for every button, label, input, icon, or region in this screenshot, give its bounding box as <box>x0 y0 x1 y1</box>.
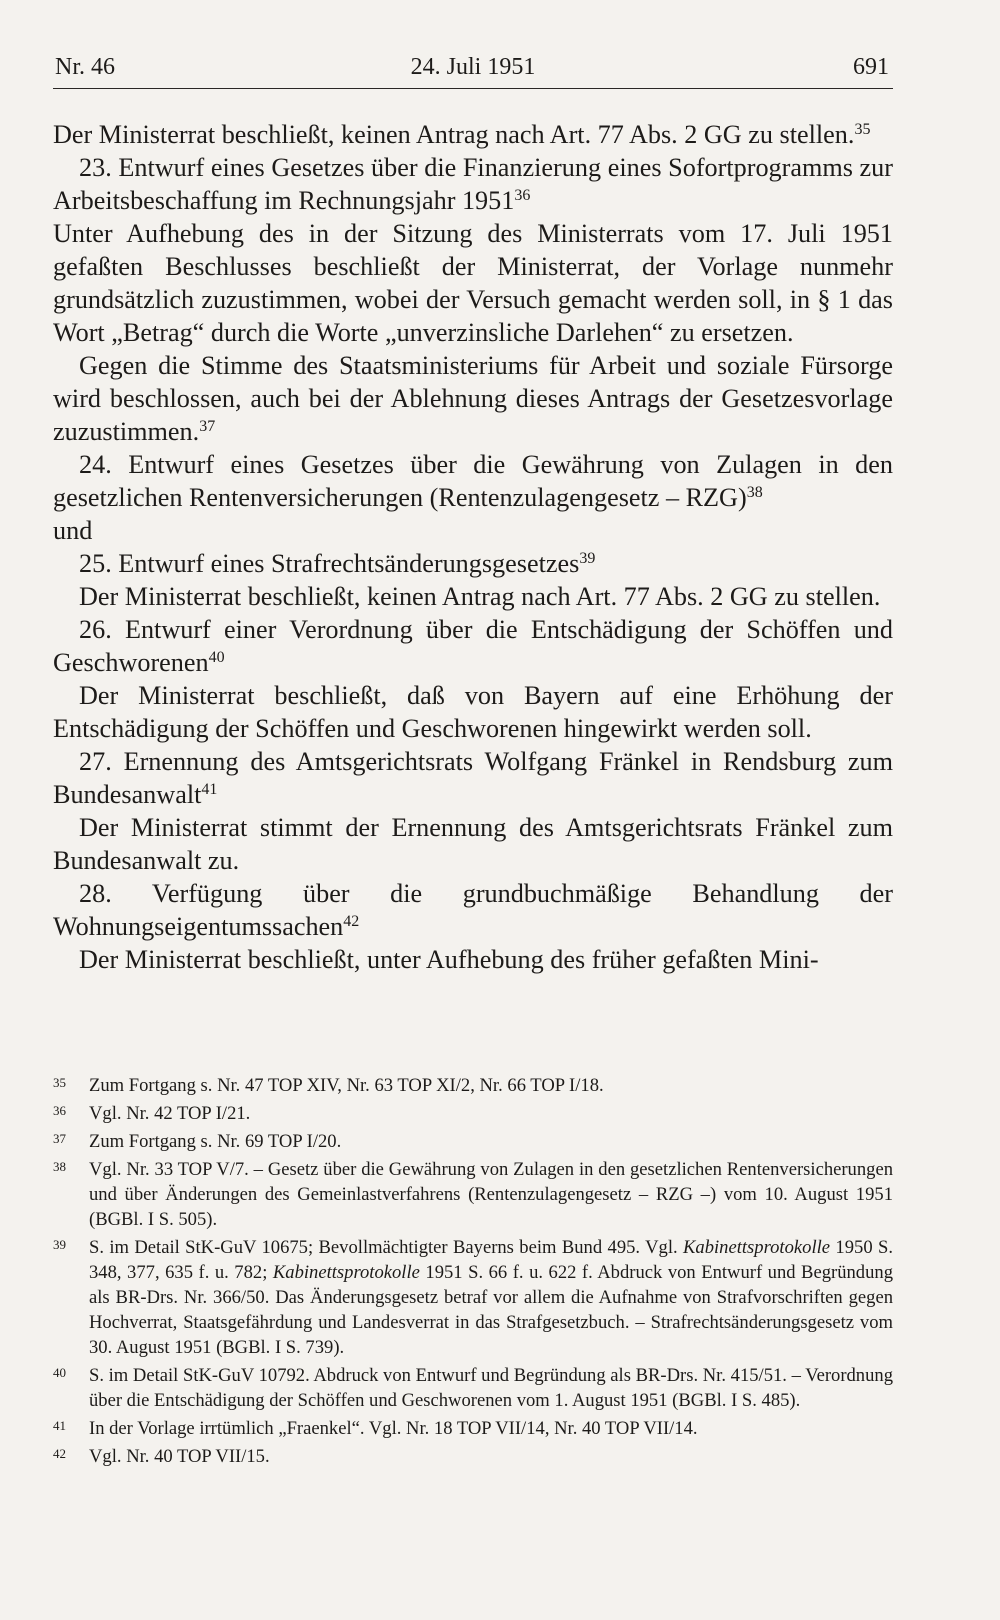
paragraph <box>53 349 893 448</box>
footnote <box>53 1363 893 1413</box>
paragraph-text: Der Ministerrat beschließt, keinen Antrag nach Art. 77 Abs. 2 GG zu stellen. <box>79 582 881 611</box>
footnote-number: 36 <box>53 1103 66 1118</box>
footnote-text-part: S. im Detail StK-GuV 10675; Bevollmächtigter Bayerns beim Bund 495. Vgl. <box>89 1237 684 1258</box>
footnote-ref[interactable]: 39 <box>579 550 596 567</box>
footnote-number: 40 <box>53 1365 66 1380</box>
footnote-text: Vgl. Nr. 40 TOP VII/15. <box>89 1446 270 1467</box>
footnote <box>53 1416 893 1441</box>
paragraph-text: Der Ministerrat beschließt, unter Aufhebung des früher gefaßten Mini- <box>79 945 819 974</box>
footnote-text-part: 1950 S. 348, 377, 635 f. u. 782; <box>89 1237 893 1283</box>
footnote-number: 35 <box>53 1075 66 1090</box>
footnote <box>53 1444 893 1469</box>
paragraph-text: Gegen die Stimme des Staatsministeriums für Arbeit und soziale Fürsorge wird beschlossen, auch bei der Ablehnung dieses Antrags der Gesetzesvorlage zuzustimmen. <box>53 351 893 446</box>
agenda-item-23 <box>53 151 893 217</box>
footnote-number: 38 <box>53 1159 66 1174</box>
footnote-text: Zum Fortgang s. Nr. 47 TOP XIV, Nr. 63 TOP XI/2, Nr. 66 TOP I/18. <box>89 1075 604 1096</box>
footnote-text: Vgl. Nr. 42 TOP I/21. <box>89 1103 251 1124</box>
footnote-ref[interactable]: 35 <box>854 121 871 138</box>
document-number: Nr. 46 <box>55 54 115 80</box>
paragraph <box>53 118 893 151</box>
paragraph <box>53 514 893 547</box>
paragraph <box>53 943 893 976</box>
paragraph-text: Der Ministerrat stimmt der Ernennung des Amtsgerichtsrats Fränkel zum Bundesanwalt zu. <box>53 813 893 875</box>
footnote-citation-title: Kabinettsprotokolle <box>272 1262 420 1283</box>
footnote-text-part: 1951 S. 66 f. u. 622 f. Abdruck von Entwurf und Begründung als BR-Drs. Nr. 366/50. Das Änderungsgesetz betraf vor allem die Aufnahme von Strafvorschriften gegen Hochverrat, Staatsgefährdung und Landesverrat in das Strafgesetzbuch. – Strafrechtsänderungsgesetz vom 30. August 1951 (BGBl. I S. 739). <box>89 1262 893 1358</box>
main-text <box>53 118 893 976</box>
footnote-text <box>89 1237 893 1358</box>
footnote-ref[interactable]: 36 <box>514 187 531 204</box>
footnote-citation-title: Kabinettsprotokolle <box>683 1237 831 1258</box>
paragraph-text: Der Ministerrat beschließt, keinen Antrag nach Art. 77 Abs. 2 GG zu stellen. <box>53 120 855 149</box>
footnote-number: 41 <box>53 1418 66 1433</box>
footnote-text: Zum Fortgang s. Nr. 69 TOP I/20. <box>89 1131 342 1152</box>
footnote-ref[interactable]: 41 <box>201 781 218 798</box>
agenda-item-title: 24. Entwurf eines Gesetzes über die Gewährung von Zulagen in den gesetzlichen Rentenversicherungen (Rentenzulagengesetz – RZG) <box>53 450 893 512</box>
agenda-item-title: 27. Ernennung des Amtsgerichtsrats Wolfgang Fränkel in Rendsburg zum Bundesanwalt <box>53 747 893 809</box>
paragraph <box>53 580 893 613</box>
paragraph <box>53 679 893 745</box>
footnote-ref[interactable]: 38 <box>746 484 763 501</box>
paragraph <box>53 217 893 349</box>
agenda-item-title: 28. Verfügung über die grundbuchmäßige Behandlung der Wohnungseigentumssachen <box>53 879 893 941</box>
agenda-item-24 <box>53 448 893 514</box>
paragraph-text: und <box>53 516 93 545</box>
paragraph <box>53 811 893 877</box>
agenda-item-28 <box>53 877 893 943</box>
agenda-item-title: 25. Entwurf eines Strafrechtsänderungsgesetzes <box>79 549 580 578</box>
footnote <box>53 1129 893 1154</box>
footnote-ref[interactable]: 40 <box>208 649 225 666</box>
footnote-number: 37 <box>53 1131 66 1146</box>
running-header <box>53 48 893 89</box>
agenda-item-title: 23. Entwurf eines Gesetzes über die Finanzierung eines Sofortprogramms zur Arbeitsbeschaffung im Rechnungsjahr 1951 <box>53 153 893 215</box>
footnote-text: In der Vorlage irrtümlich „Fraenkel“. Vgl. Nr. 18 TOP VII/14, Nr. 40 TOP VII/14. <box>89 1418 698 1439</box>
paragraph-text: Unter Aufhebung des in der Sitzung des Ministerrats vom 17. Juli 1951 gefaßten Beschlusses beschließt der Ministerrat, der Vorlage nunmehr grundsätzlich zuzustimmen, wobei der Versuch gemacht werden soll, in § 1 das Wort „Betrag“ durch die Worte „unverzinsliche Darlehen“ zu ersetzen. <box>53 219 893 347</box>
agenda-item-27 <box>53 745 893 811</box>
footnote <box>53 1101 893 1126</box>
footnote-ref[interactable]: 42 <box>343 913 360 930</box>
agenda-item-title: 26. Entwurf einer Verordnung über die Entschädigung der Schöffen und Geschworenen <box>53 615 893 677</box>
footnote <box>53 1157 893 1232</box>
paragraph-text: Der Ministerrat beschließt, daß von Bayern auf eine Erhöhung der Entschädigung der Schöffen und Geschworenen hingewirkt werden soll. <box>53 681 893 743</box>
footnote-text: Vgl. Nr. 33 TOP V/7. – Gesetz über die Gewährung von Zulagen in den gesetzlichen Rentenversicherungen und über Änderungen des Gemeinlastverfahrens (Rentenzulagengesetz – RZG –) vom 10. August 1951 (BGBl. I S. 505). <box>89 1159 893 1230</box>
footnote <box>53 1073 893 1098</box>
footnote-text: S. im Detail StK-GuV 10792. Abdruck von Entwurf und Begründung als BR-Drs. Nr. 415/51. – Verordnung über die Entschädigung der Schöffen und Geschworenen vom 1. August 1951 (BGBl. I S. 485). <box>89 1365 893 1411</box>
header-date: 24. Juli 1951 <box>410 54 536 80</box>
page-number: 691 <box>853 54 889 80</box>
agenda-item-25 <box>53 547 893 580</box>
footnote <box>53 1235 893 1360</box>
footnote-ref[interactable]: 37 <box>199 418 216 435</box>
footnotes <box>53 1073 893 1472</box>
agenda-item-26 <box>53 613 893 679</box>
footnote-number: 39 <box>53 1237 66 1252</box>
footnote-number: 42 <box>53 1446 66 1461</box>
